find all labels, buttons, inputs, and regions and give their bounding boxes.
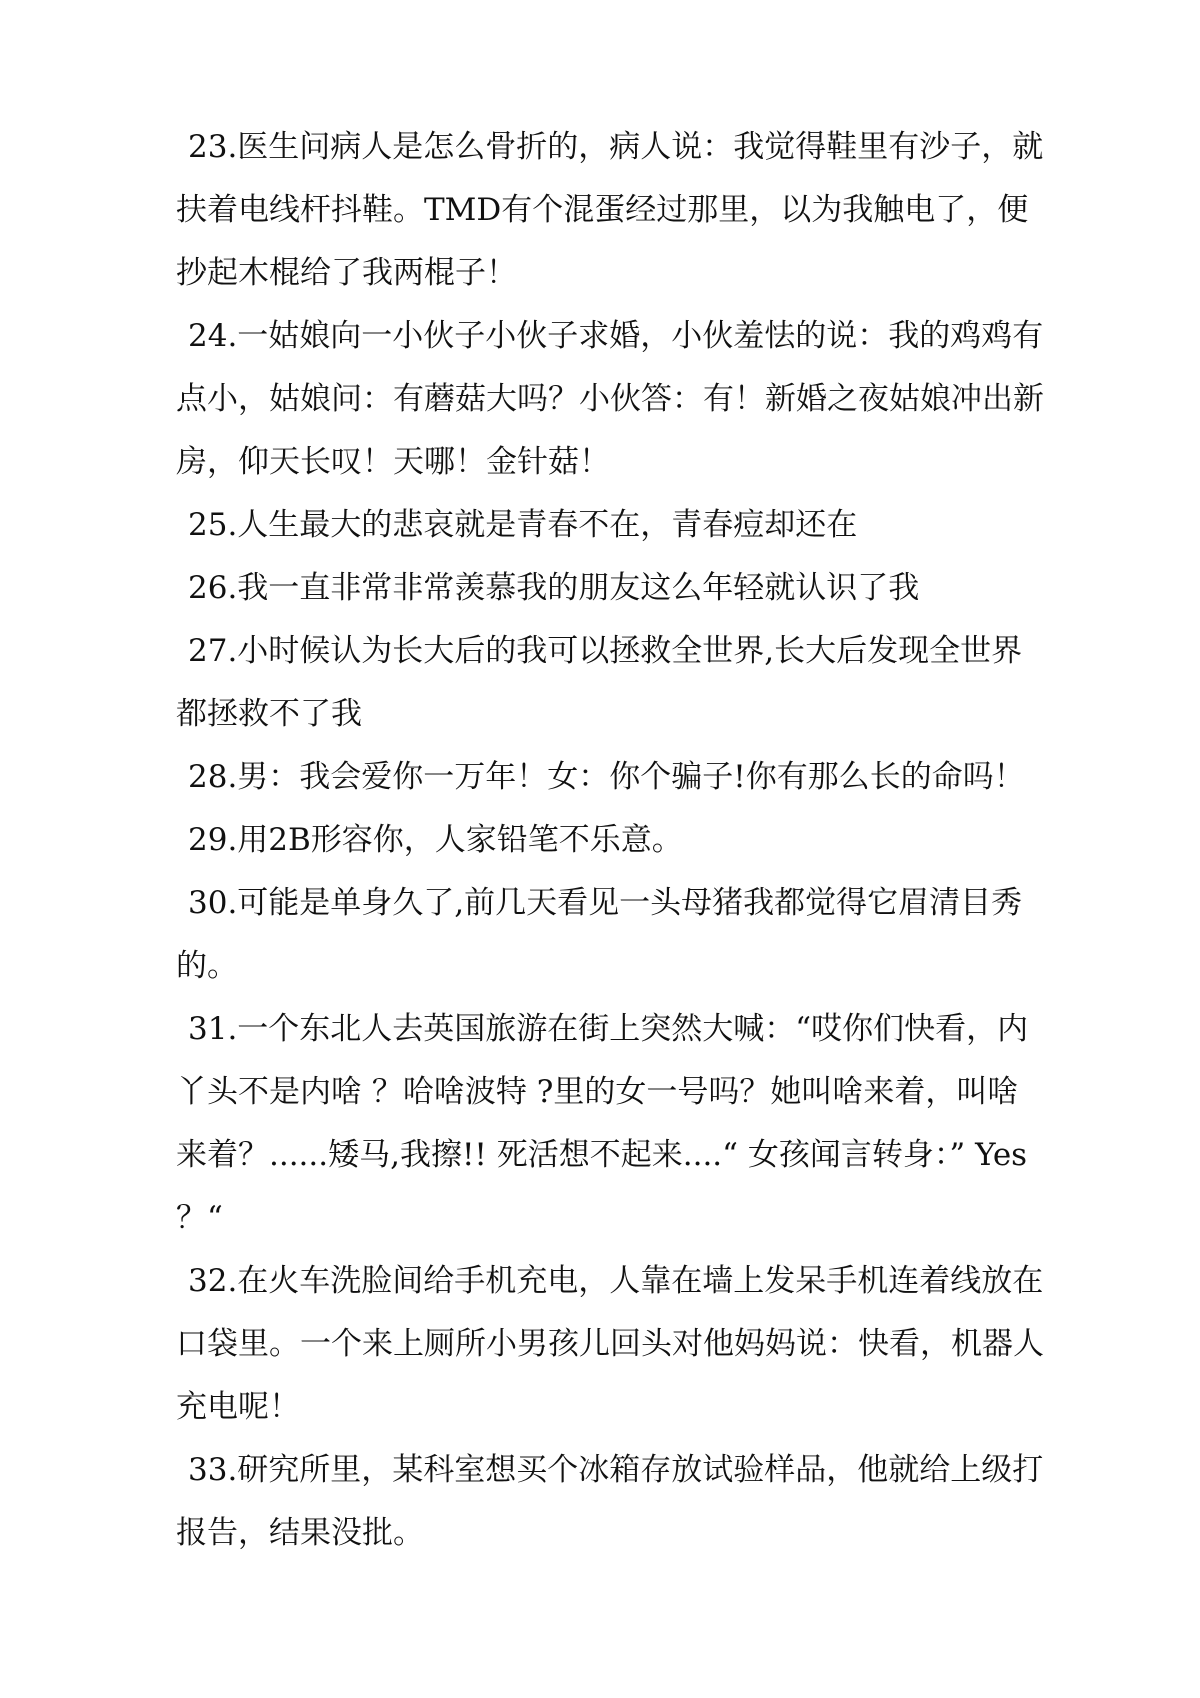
paragraph-32: 32.在火车洗脸间给手机充电，人靠在墙上发呆手机连着线放在口袋里。一个来上厕所小男孩儿回头对他妈妈说：快看，机器人充电呢！ bbox=[176, 1263, 1044, 1425]
paragraph-28: 28.男：我会爱你一万年！女：你个骗子!你有那么长的命吗！ bbox=[188, 759, 1025, 795]
paragraph-25: 25.人生最大的悲哀就是青春不在，青春痘却还在 bbox=[188, 507, 858, 543]
paragraph-33: 33.研究所里，某科室想买个冰箱存放试验样品，他就给上级打报告，结果没批。 bbox=[176, 1452, 1044, 1551]
paragraph-29: 29.用2B形容你，人家铅笔不乐意。 bbox=[188, 822, 683, 858]
paragraph-23: 23.医生问病人是怎么骨折的，病人说：我觉得鞋里有沙子，就扶着电线杆抖鞋。TMD有个混蛋经过那里，以为我触电了，便抄起木棍给了我两棍子！ bbox=[176, 129, 1044, 291]
document-body bbox=[176, 116, 1046, 1565]
paragraph-31: 31.一个东北人去英国旅游在街上突然大喊：“哎你们快看，内丫头不是内啥 ？哈啥波特 ?里的女一号吗？她叫啥来着，叫啥来着？......矮马,我擦!! 死活想不起来....“ 女孩闻言转身：” Yes ？“ bbox=[176, 1011, 1029, 1236]
paragraph-24: 24.一姑娘向一小伙子小伙子求婚，小伙羞怯的说：我的鸡鸡有点小，姑娘问：有蘑菇大吗？小伙答：有！新婚之夜姑娘冲出新房，仰天长叹！天哪！金针菇！ bbox=[176, 318, 1044, 480]
paragraph-27: 27.小时候认为长大后的我可以拯救全世界,长大后发现全世界都拯救不了我 bbox=[176, 633, 1023, 732]
paragraph-26: 26.我一直非常非常羡慕我的朋友这么年轻就认识了我 bbox=[188, 570, 920, 606]
paragraph-30: 30.可能是单身久了,前几天看见一头母猪我都觉得它眉清目秀的。 bbox=[176, 885, 1023, 984]
